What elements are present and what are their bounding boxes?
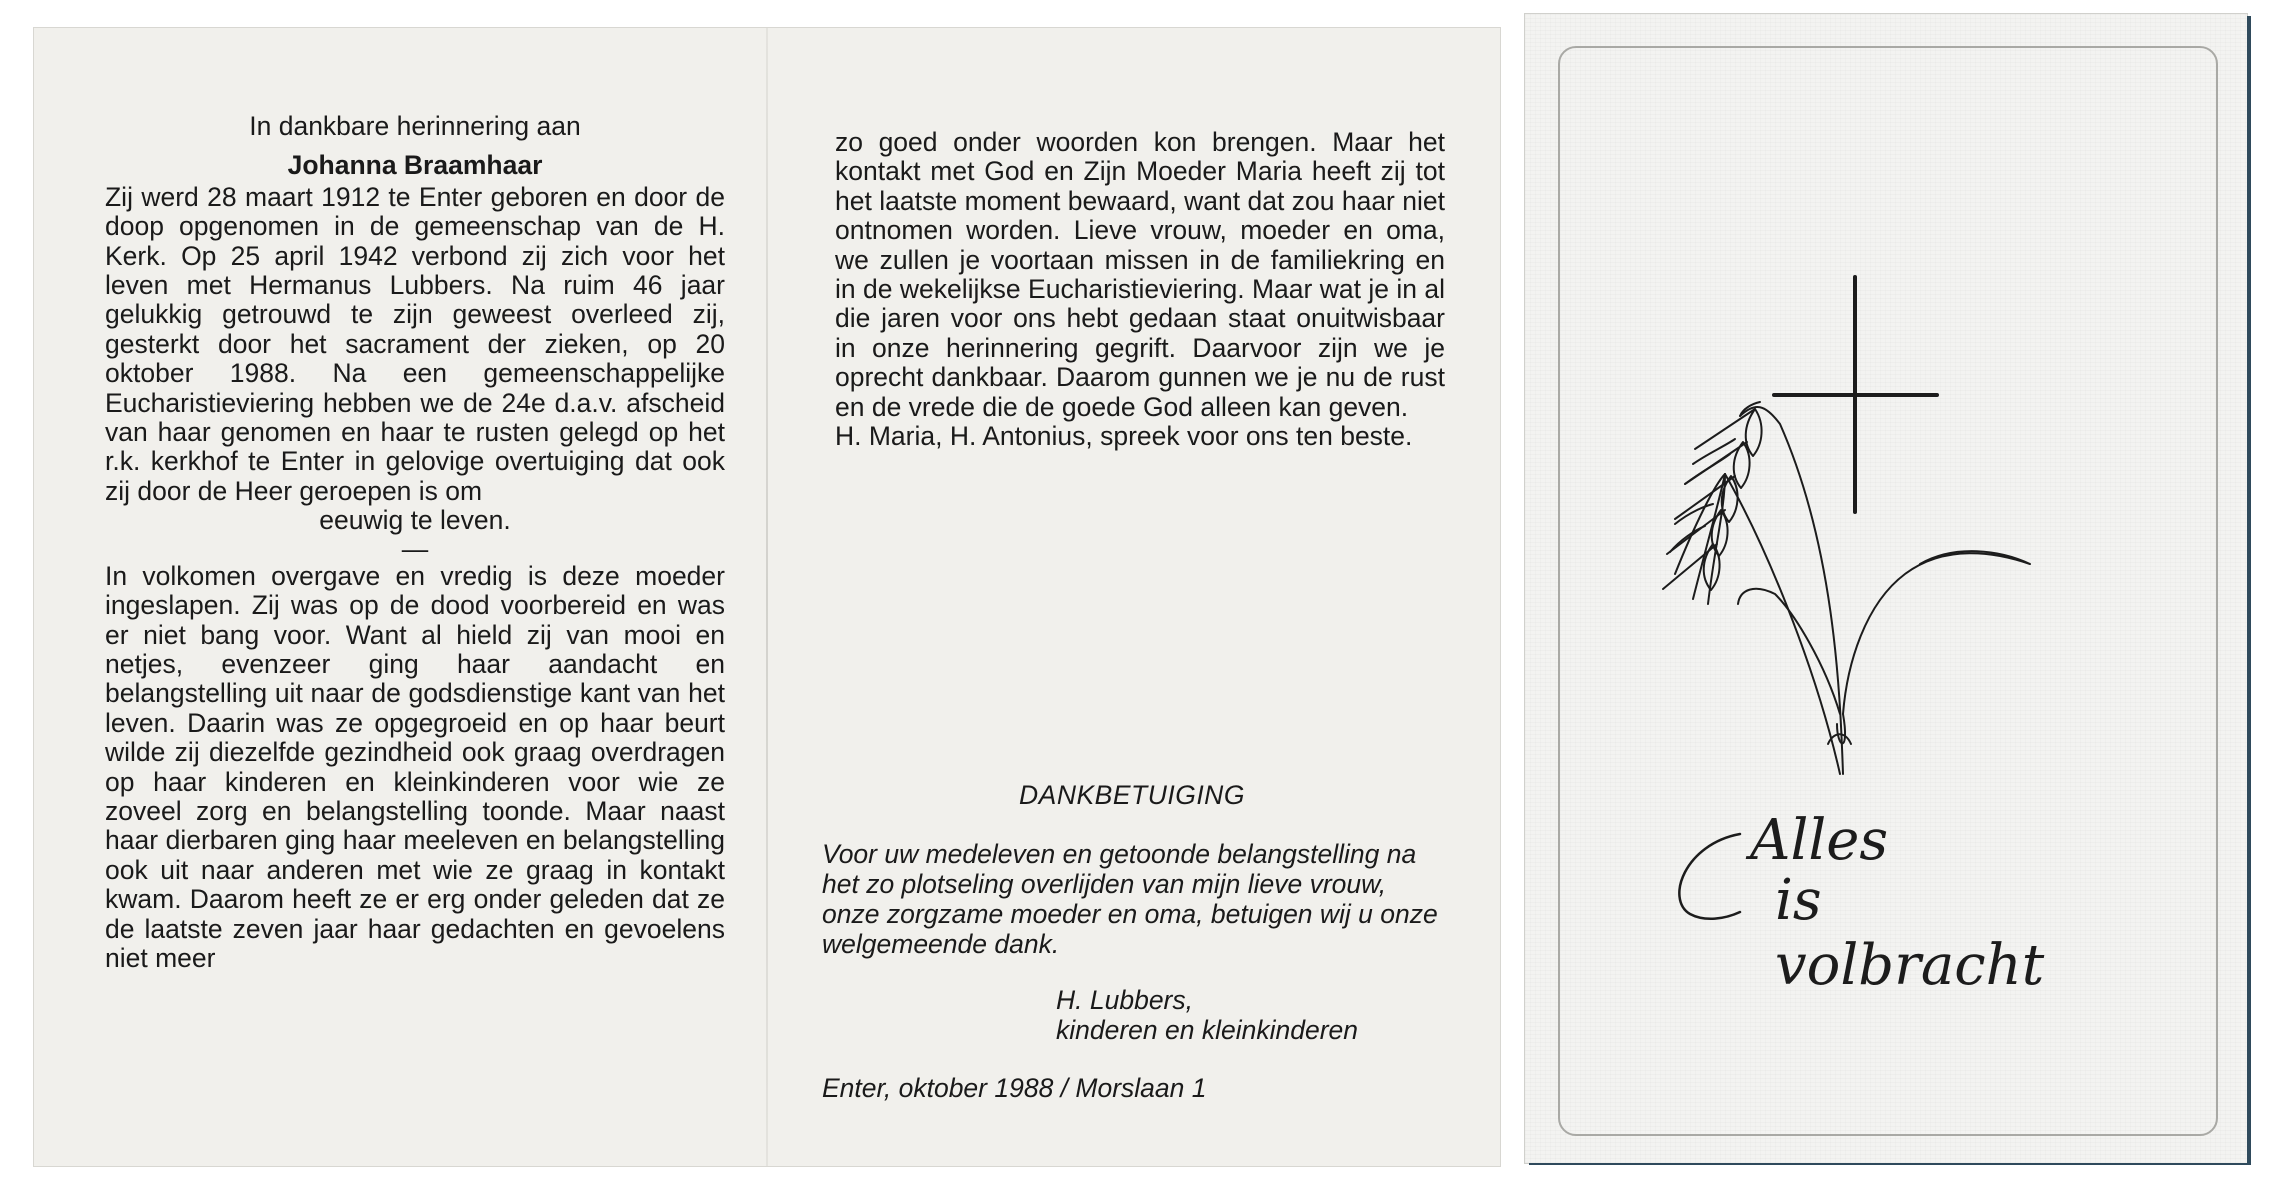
tribute-text: In volkomen overgave en vredig is deze moeder ingeslapen. Zij was op de dood voorbereid en was er niet bang voor. Want al hield zij van mooi en netjes, evenzeer ging haar aandacht en belangstelling uit naar de godsdienstige kant van het leven. Daarin was ze opgegroeid en op haar beurt wilde zij diezelfde gezindheid ook graag overdragen op haar kinderen en kleinkinderen voor wie ze zoveel zorg en belangstelling toonde. Maar naast haar dierbaren ging haar meeleven en belangstelling ook uit naar anderen met wie ze graag in kontakt kwam. Daarom heeft ze er erg onder geleden dat ze de laatste zeven jaar haar gedachten en gevoelens niet meer: [105, 560, 725, 973]
acknowledgement-text: Voor uw medeleven en getoonde belangstelling na het zo plotseling overlijden van mijn lieve vrouw, onze zorgzame moeder en oma, betuigen wij u onze welgemeende dank.: [822, 839, 1438, 959]
signatory-family: kinderen en kleinkinderen: [1056, 1015, 1359, 1045]
tribute-continuation: zo goed onder woorden kon brengen. Maar het kontakt met God en Zijn Moeder Maria heeft zij tot het laatste moment bewaard, want dat zou haar niet ontnomen worden. Lieve vrouw, moeder en oma, we zullen je voortaan missen in de familiekring en in de wekelijkse Eucharistieviering. Maar wat je in al die jaren voor ons hebt gedaan staat onuitwisbaar in onze herinnering gegrift. Daarvoor zijn we je oprecht dankbaar. Daarom gunnen we je nu de rust en de vrede die de goede God alleen kan geven.: [835, 127, 1445, 422]
memorial-card-inner-spread: [34, 28, 1500, 1166]
cover-script-lettering: [1625, 804, 2065, 1004]
script-line-1: Alles: [1750, 808, 1889, 873]
acknowledgement-title: DANKBETUIGING: [1019, 780, 1245, 810]
script-line-3: volbracht: [1775, 933, 2045, 998]
memorial-card-cover: [1525, 14, 2247, 1163]
wheat-stalk-icon: [1663, 402, 2030, 774]
script-line-2: is: [1775, 868, 1822, 933]
section-separator: —: [401, 533, 429, 564]
cross-and-wheat-illustration: [1575, 244, 2175, 784]
biography-text: Zij werd 28 maart 1912 te Enter geboren en door de doop opgenomen in de gemeenschap van de H. Kerk. Op 25 april 1942 verbond zij zich voor het leven met Hermanus Lubbers. Na ruim 46 jaar gelukkig getrouwd te zijn geweest overleed zij, gesterkt door het sacrament der zieken, op 20 oktober 1988. Na een gemeenschappelijke Eucharistieviering hebben we de 24e d.a.v. afscheid van haar genomen en haar te rusten gelegd op het r.k. kerkhof te Enter in gelovige overtuiging dat ook zij door de Heer geroepen is om: [105, 181, 725, 506]
signatory: H. Lubbers,: [1056, 985, 1193, 1015]
place-and-date: Enter, oktober 1988 / Morslaan 1: [822, 1073, 1207, 1103]
memorial-heading: In dankbare herinnering aan: [249, 111, 581, 141]
fold-line: [766, 28, 768, 1166]
acknowledgement-block: [822, 780, 1442, 1103]
right-page: [835, 128, 1445, 451]
left-page: [105, 112, 725, 973]
script-flourish: [1679, 834, 1740, 919]
closing-prayer: H. Maria, H. Antonius, spreek voor ons ten beste.: [835, 421, 1413, 452]
deceased-name: Johanna Braamhaar: [287, 150, 543, 181]
biography-closing-line: eeuwig te leven.: [319, 505, 511, 536]
cross-icon: [1774, 277, 1937, 512]
